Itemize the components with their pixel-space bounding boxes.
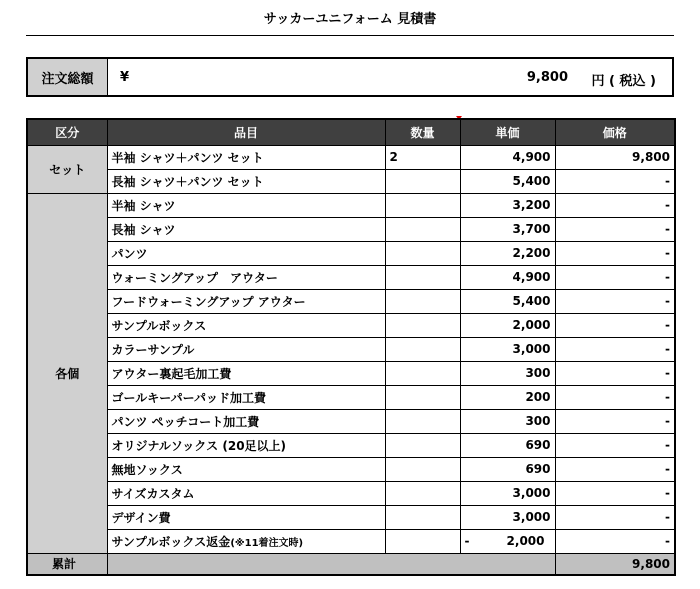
unit-price-cell: 2,200 bbox=[460, 241, 555, 265]
quantity-cell bbox=[385, 409, 460, 433]
quantity-cell bbox=[385, 481, 460, 505]
price-cell: - bbox=[555, 409, 675, 433]
price-cell: - bbox=[555, 529, 675, 553]
unit-price-cell-refund bbox=[460, 529, 555, 553]
quantity-cell bbox=[385, 433, 460, 457]
unit-price-cell: 4,900 bbox=[460, 145, 555, 169]
table-row bbox=[27, 457, 675, 481]
table-row bbox=[27, 241, 675, 265]
cumulative-total-value: 9,800 bbox=[555, 553, 675, 575]
item-cell: ウォーミングアップ アウター bbox=[107, 265, 385, 289]
price-cell: - bbox=[555, 193, 675, 217]
quantity-cell bbox=[385, 241, 460, 265]
price-cell: - bbox=[555, 313, 675, 337]
document-title: サッカーユニフォーム 見積書 bbox=[263, 12, 437, 27]
quantity-cell bbox=[385, 289, 460, 313]
item-cell: カラーサンプル bbox=[107, 337, 385, 361]
price-cell: - bbox=[555, 457, 675, 481]
negative-value bbox=[465, 534, 551, 548]
quantity-cell bbox=[385, 169, 460, 193]
unit-price-cell: 5,400 bbox=[460, 169, 555, 193]
unit-price-cell: 3,000 bbox=[460, 337, 555, 361]
item-cell: 長袖 シャツ＋パンツ セット bbox=[107, 169, 385, 193]
unit-price-cell: 690 bbox=[460, 433, 555, 457]
cumulative-total-row bbox=[27, 553, 675, 575]
category-cell-set: セット bbox=[27, 145, 107, 193]
unit-price-cell: 690 bbox=[460, 457, 555, 481]
unit-price-cell: 2,000 bbox=[460, 313, 555, 337]
quantity-cell bbox=[385, 193, 460, 217]
header-category: 区分 bbox=[27, 119, 107, 145]
table-row bbox=[27, 313, 675, 337]
price-cell: - bbox=[555, 217, 675, 241]
table-row bbox=[27, 169, 675, 193]
table-header-row bbox=[27, 119, 675, 145]
price-cell: - bbox=[555, 241, 675, 265]
item-cell: オリジナルソックス (20足以上) bbox=[107, 433, 385, 457]
order-total-suffix: 円 ( 税込 ) bbox=[591, 74, 656, 89]
table-row bbox=[27, 337, 675, 361]
header-unit-price: 単価 bbox=[460, 119, 555, 145]
unit-price-cell: 4,900 bbox=[460, 265, 555, 289]
quantity-cell bbox=[385, 385, 460, 409]
item-cell-refund bbox=[107, 529, 385, 553]
price-cell: 9,800 bbox=[555, 145, 675, 169]
quantity-cell bbox=[385, 361, 460, 385]
quantity-cell bbox=[385, 217, 460, 241]
quantity-cell bbox=[385, 265, 460, 289]
quantity-cell bbox=[385, 529, 460, 553]
table-row bbox=[27, 481, 675, 505]
quantity-cell bbox=[385, 457, 460, 481]
item-cell: パンツ bbox=[107, 241, 385, 265]
price-cell: - bbox=[555, 385, 675, 409]
quantity-cell: 2 bbox=[385, 145, 460, 169]
cumulative-total-spacer bbox=[107, 553, 555, 575]
item-cell: パンツ ぺッチコート加工費 bbox=[107, 409, 385, 433]
item-cell: フードウォーミングアップ アウター bbox=[107, 289, 385, 313]
price-cell: - bbox=[555, 481, 675, 505]
unit-price-cell: 200 bbox=[460, 385, 555, 409]
table-row bbox=[27, 217, 675, 241]
price-cell: - bbox=[555, 289, 675, 313]
refund-item-note: (※11着注文時) bbox=[230, 537, 304, 549]
price-cell: - bbox=[555, 169, 675, 193]
order-total-value bbox=[108, 59, 672, 95]
price-cell: - bbox=[555, 433, 675, 457]
unit-price-cell: 3,000 bbox=[460, 481, 555, 505]
table-row bbox=[27, 265, 675, 289]
header-quantity: 数量 bbox=[385, 119, 460, 145]
category-cell-individual: 各個 bbox=[27, 193, 107, 553]
header-item: 品目 bbox=[107, 119, 385, 145]
unit-price-cell: 5,400 bbox=[460, 289, 555, 313]
refund-amount: 2,000 bbox=[506, 534, 545, 548]
item-cell: 無地ソックス bbox=[107, 457, 385, 481]
unit-price-cell: 3,700 bbox=[460, 217, 555, 241]
item-cell: 半袖 シャツ＋パンツ セット bbox=[107, 145, 385, 169]
estimate-table bbox=[26, 118, 676, 576]
price-cell: - bbox=[555, 337, 675, 361]
table-row bbox=[27, 361, 675, 385]
table-row bbox=[27, 193, 675, 217]
table-row bbox=[27, 385, 675, 409]
item-cell: デザイン費 bbox=[107, 505, 385, 529]
table-row bbox=[27, 289, 675, 313]
quantity-cell bbox=[385, 505, 460, 529]
cumulative-total-label: 累計 bbox=[27, 553, 107, 575]
item-cell: サイズカスタム bbox=[107, 481, 385, 505]
currency-symbol: ¥ bbox=[120, 70, 130, 85]
price-cell: - bbox=[555, 505, 675, 529]
item-cell: ゴールキーパーパッド加工費 bbox=[107, 385, 385, 409]
unit-price-cell: 3,000 bbox=[460, 505, 555, 529]
item-cell: 半袖 シャツ bbox=[107, 193, 385, 217]
unit-price-cell: 300 bbox=[460, 409, 555, 433]
header-price: 価格 bbox=[555, 119, 675, 145]
table-row-refund bbox=[27, 529, 675, 553]
table-row bbox=[27, 505, 675, 529]
unit-price-cell: 3,200 bbox=[460, 193, 555, 217]
order-total-label: 注文総額 bbox=[28, 59, 108, 95]
price-cell: - bbox=[555, 361, 675, 385]
unit-price-cell: 300 bbox=[460, 361, 555, 385]
title-underline bbox=[26, 35, 674, 36]
table-row bbox=[27, 145, 675, 169]
order-total-amount: 9,800 bbox=[526, 70, 568, 85]
refund-item-label: サンプルボックス返金 bbox=[111, 534, 231, 549]
quantity-cell bbox=[385, 337, 460, 361]
table-row bbox=[27, 433, 675, 457]
item-cell: アウター裏起毛加工費 bbox=[107, 361, 385, 385]
item-cell: サンプルボックス bbox=[107, 313, 385, 337]
price-cell: - bbox=[555, 265, 675, 289]
order-total-box bbox=[26, 57, 674, 97]
minus-sign: - bbox=[464, 534, 470, 548]
quantity-cell bbox=[385, 313, 460, 337]
item-cell: 長袖 シャツ bbox=[107, 217, 385, 241]
table-row bbox=[27, 409, 675, 433]
